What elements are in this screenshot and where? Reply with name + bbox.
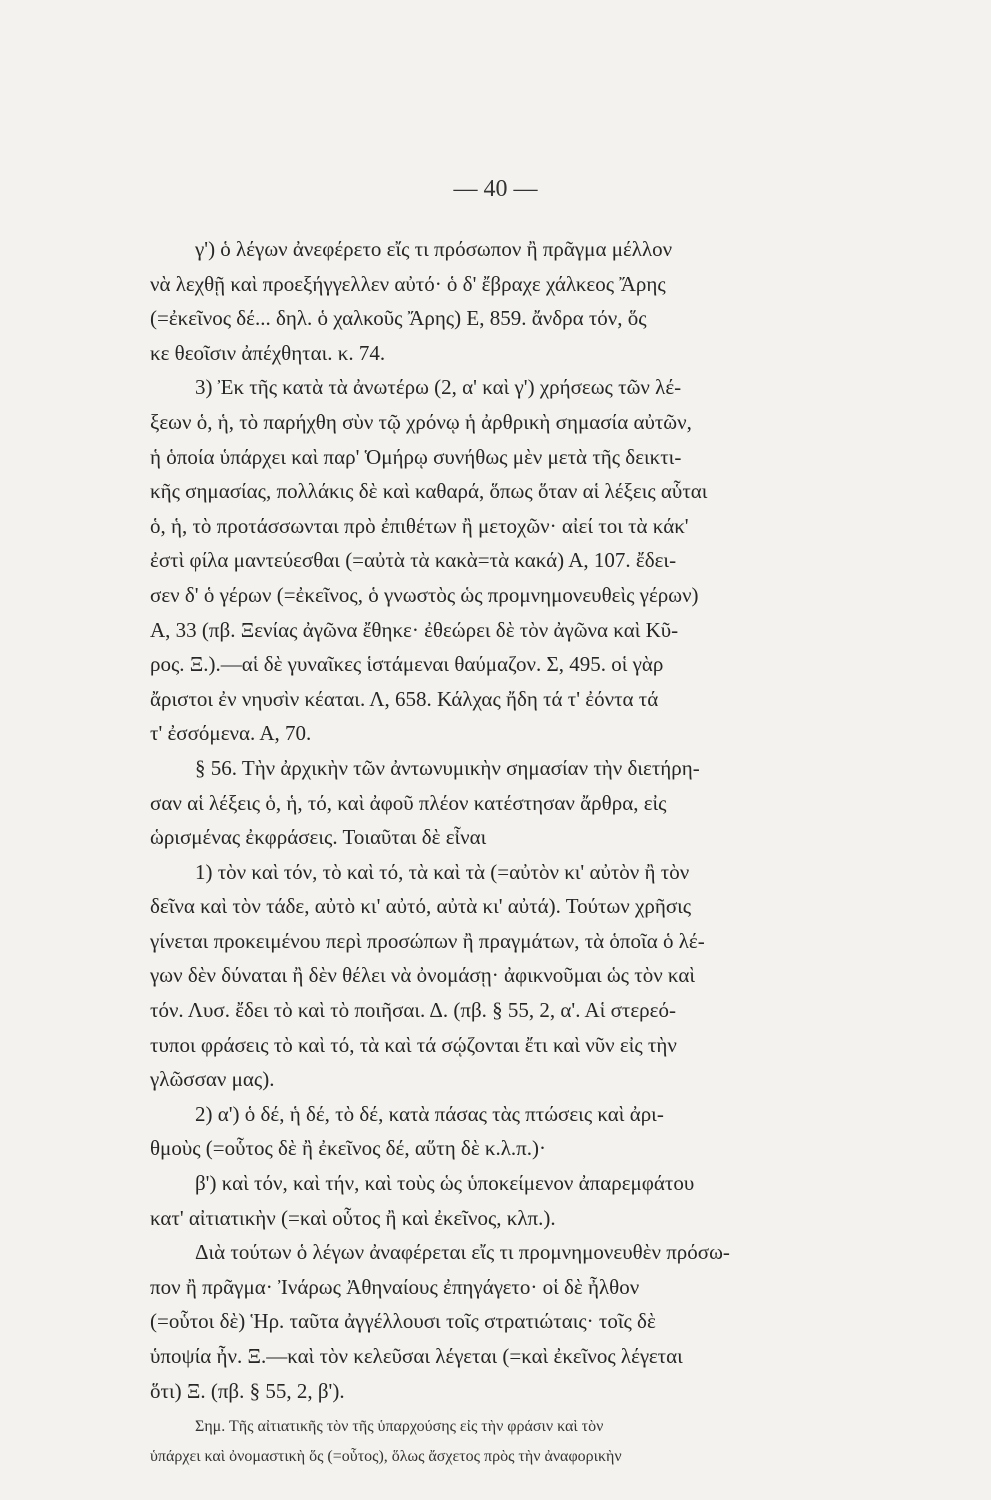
text-line: κε θεοῖσιν ἀπέχθηται. κ. 74. (150, 340, 386, 365)
text-line: πον ἢ πρᾶγμα· Ἰνάρως Ἀθηναίους ἐπηγάγετο· οἱ δὲ ἦλθον (150, 1274, 640, 1299)
footnote (150, 1412, 880, 1472)
text-line: τ' ἐσσόμενα. Α, 70. (150, 721, 312, 746)
text-line: κατ' αἰτιατικὴν (=καὶ οὗτος ἢ καὶ ἐκεῖνος, κλπ.). (150, 1205, 556, 1230)
text-line: γίνεται προκειμένου περὶ προσώπων ἢ πραγμάτων, τὰ ὁποῖα ὁ λέ- (150, 928, 705, 953)
text-line: ὅτι) Ξ. (πβ. § 55, 2, β'). (150, 1378, 345, 1403)
section-heading-line: § 56. Τὴν ἀρχικὴν τῶν ἀντωνυμικὴν σημασίαν τὴν διετήρη- (195, 755, 700, 780)
note-line: Σημ. Τῆς αἰτιατικῆς τὸν τῆς ὑπαρχούσης εἰς τὴν φράσιν καὶ τὸν (195, 1418, 604, 1435)
text-line: ὁ, ἡ, τὸ προτάσσωνται πρὸ ἐπιθέτων ἢ μετοχῶν· αἰεί τοι τὰ κάκ' (150, 513, 689, 538)
text-line: ἄριστοι ἐν νηυσὶν κέαται. Λ, 658. Κάλχας ἤδη τά τ' ἐόντα τά (150, 686, 659, 711)
text-line: ὡρισμένας ἐκφράσεις. Τοιαῦται δὲ εἶναι (150, 825, 487, 850)
text-line: σαν αἱ λέξεις ὁ, ἡ, τό, καὶ ἀφοῦ πλέον κατέστησαν ἄρθρα, εἰς (150, 790, 667, 815)
text-line: γων δὲν δύναται ἢ δὲν θέλει νὰ ὀνομάσῃ· ἀφικνοῦμαι ὡς τὸν καὶ (150, 963, 695, 988)
body-text (150, 232, 880, 1408)
text-line: ὑποψία ἦν. Ξ.—καὶ τὸν κελεῦσαι λέγεται (=καὶ ἐκεῖνος λέγεται (150, 1344, 683, 1368)
text-line: θμοὺς (=οὗτος δὲ ἢ ἐκεῖνος δέ, αὕτη δὲ κ.λ.π.)· (150, 1136, 546, 1161)
text-line: κῆς σημασίας, πολλάκις δὲ καὶ καθαρά, ὅπως ὅταν αἱ λέξεις αὗται (150, 479, 708, 504)
text-line: γλῶσσαν μας). (150, 1067, 275, 1092)
text-line: Διὰ τούτων ὁ λέγων ἀναφέρεται εἴς τι προμνημονευθὲν πρόσω- (195, 1240, 730, 1265)
text-line: τυποι φράσεις τὸ καὶ τό, τὰ καὶ τά σῴζονται ἔτι καὶ νῦν εἰς τὴν (150, 1032, 677, 1057)
text-line: σεν δ' ὁ γέρων (=ἐκεῖνος, ὁ γνωστὸς ὡς προμνημονευθεὶς γέρων) (150, 582, 699, 607)
text-line: (=ἐκεῖνος δέ... δηλ. ὁ χαλκοῦς Ἄρης) Ε, 859. ἄνδρα τόν, ὅς (150, 306, 647, 331)
text-line: ρος. Ξ.).—αἱ δὲ γυναῖκες ἱστάμεναι θαύμαζον. Σ, 495. οἱ γὰρ (150, 652, 664, 677)
text-line: β') καὶ τόν, καὶ τήν, καὶ τοὺς ὡς ὑποκείμενον ἀπαρεμφάτου (195, 1171, 695, 1196)
text-line: (=οὗτοι δὲ) Ἡρ. ταῦτα ἀγγέλλουσι τοῖς στρατιώταις· τοῖς δὲ (150, 1309, 656, 1334)
text-line: ἐστὶ φίλα μαντεύεσθαι (=αὐτὰ τὰ κακὰ=τὰ κακά) Α, 107. ἔδει- (150, 548, 677, 573)
text-line: 3) Ἐκ τῆς κατὰ τὰ ἀνωτέρω (2, α' καὶ γ') χρήσεως τῶν λέ- (195, 375, 682, 400)
text-line: 1) τὸν καὶ τόν, τὸ καὶ τό, τὰ καὶ τὰ (=αὐτὸν κι' αὐτὸν ἢ τὸν (195, 859, 690, 884)
note-line: ὑπάρχει καὶ ὀνομαστικὴ ὅς (=οὗτος), ὅλως ἄσχετος πρὸς τὴν ἀναφορικὴν (150, 1448, 622, 1465)
text-line: γ') ὁ λέγων ἀνεφέρετο εἴς τι πρόσωπον ἢ πρᾶγμα μέλλον (195, 237, 673, 261)
text-line: 2) α') ὁ δέ, ἡ δέ, τὸ δέ, κατὰ πάσας τὰς πτώσεις καὶ ἀρι- (195, 1101, 664, 1126)
text-line: δεῖνα καὶ τὸν τάδε, αὐτὸ κι' αὐτό, αὐτὰ κι' αὐτά). Τούτων χρῆσις (150, 894, 692, 919)
text-line: νὰ λεχθῇ καὶ προεξήγγελλεν αὐτό· ὁ δ' ἔβραχε χάλκεος Ἄρης (150, 271, 666, 296)
page-number: — 40 — (453, 176, 538, 202)
text-line: τόν. Λυσ. ἔδει τὸ καὶ τὸ ποιῆσαι. Δ. (πβ. § 55, 2, α'. Αἱ στερεό- (150, 998, 676, 1023)
text-line: ξεων ὁ, ἡ, τὸ παρήχθη σὺν τῷ χρόνῳ ἡ ἀρθρικὴ σημασία αὐτῶν, (150, 409, 692, 434)
text-line: Α, 33 (πβ. Ξενίας ἀγῶνα ἔθηκε· ἐθεώρει δὲ τὸν ἀγῶνα καὶ Κῦ- (150, 617, 679, 642)
text-line: ἡ ὁποία ὑπάρχει καὶ παρ' Ὁμήρῳ συνήθως μὲν μετὰ τῆς δεικτι- (150, 444, 682, 469)
